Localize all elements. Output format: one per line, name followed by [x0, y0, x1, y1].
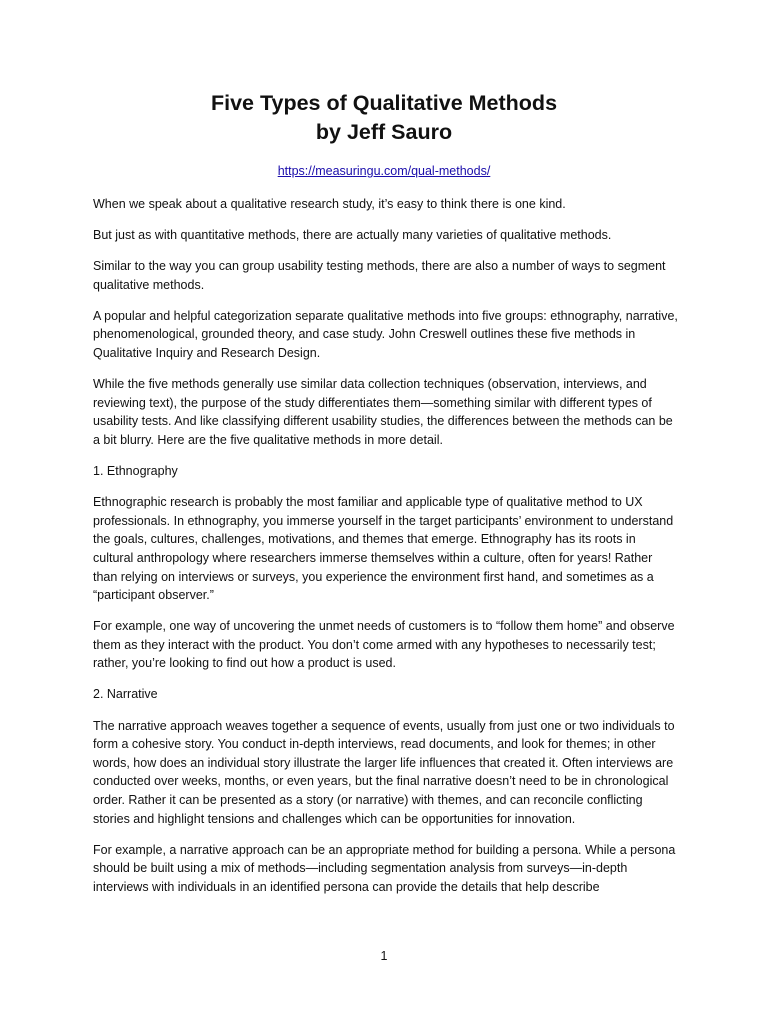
- paragraph: For example, a narrative approach can be an appropriate method for building a persona. While a persona should be built using a mix of methods—including segmentation analysis from surveys—in-depth interviews with individuals in an identified persona can provide the details that help describe: [93, 842, 676, 894]
- document-body: [93, 195, 678, 909]
- paragraph: Ethnographic research is probably the most familiar and applicable type of qualitative method to UX professionals. In ethnography, you immerse yourself in the target participants’ environment to understand the goals, cultures, challenges, motivations, and themes that emerge. Ethnography has its roots in cultural anthropology where researchers immerse themselves within a culture, often for years! Rather than relying on interviews or surveys, you experience the environment first hand, and sometimes as a “participant observer.”: [93, 495, 674, 603]
- paragraph: For example, one way of uncovering the unmet needs of customers is to “follow them home” and observe them as they interact with the product. You don’t come armed with any hypotheses to necessarily test; rather, you’re looking to find out how a product is used.: [93, 619, 675, 671]
- section-heading-narrative: 2. Narrative: [93, 687, 158, 702]
- section-heading-ethnography: 1. Ethnography: [93, 464, 178, 479]
- page-number: 1: [380, 949, 388, 963]
- paragraph: The narrative approach weaves together a sequence of events, usually from just one or two individuals to form a cohesive story. You conduct in-depth interviews, read documents, and look for themes; in other words, how does an individual story illustrate the larger life influences that created it. Often interviews are conducted over weeks, months, or even years, but the final narrative doesn’t need to be in chronological order. Rather it can be presented as a story (or narrative) with themes, and can reconcile conflicting stories and highlight tensions and challenges which can be opportunities for innovation.: [93, 718, 675, 826]
- title-line-1: Five Types of Qualitative Methods: [210, 91, 558, 115]
- paragraph: When we speak about a qualitative research study, it’s easy to think there is one kind.: [93, 197, 566, 211]
- source-url-link[interactable]: https://measuringu.com/qual-methods/: [277, 164, 491, 178]
- document-title: [0, 89, 768, 147]
- paragraph: A popular and helpful categorization separate qualitative methods into five groups: ethnography, narrative, phenomenological, grounded theory, and case study. John Creswell outlines these five methods in Qualitative Inquiry and Research Design.: [93, 308, 678, 361]
- paragraph: Similar to the way you can group usability testing methods, there are also a number of ways to segment qualitative methods.: [93, 259, 666, 292]
- source-url-container: [0, 162, 768, 180]
- title-line-2: by Jeff Sauro: [315, 120, 453, 144]
- paragraph: But just as with quantitative methods, there are actually many varieties of qualitative methods.: [93, 228, 612, 243]
- paragraph: While the five methods generally use similar data collection techniques (observation, interviews, and reviewing text), the purpose of the study differentiates them—something similar with different types of usability tests. And like classifying different usability studies, the differences between the methods can be a bit blurry. Here are the five qualitative methods in more detail.: [93, 377, 673, 447]
